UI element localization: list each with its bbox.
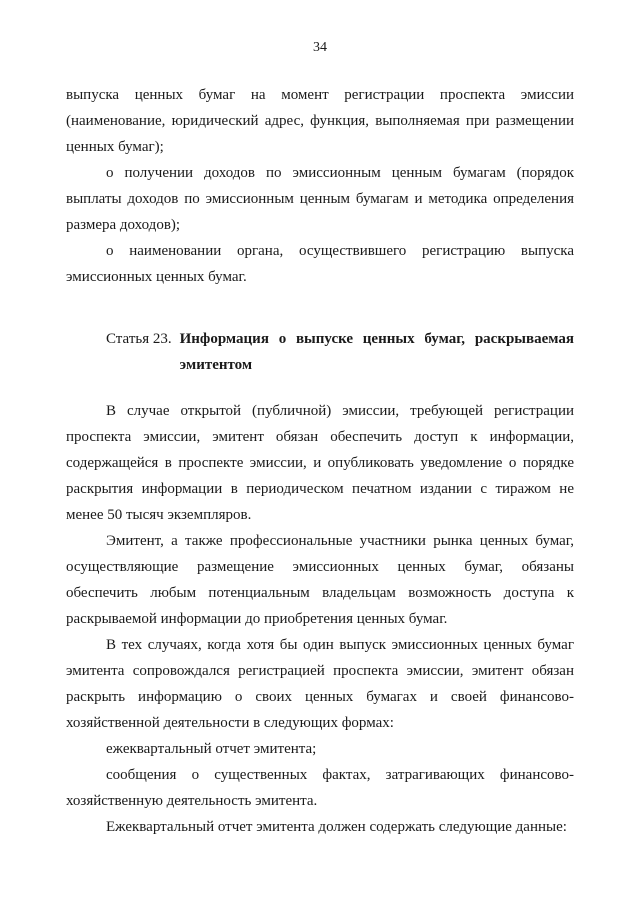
article-number: Статья 23. xyxy=(106,331,172,347)
paragraph-registration-body: о наименовании органа, осуществившего регистрацию выпуска эмиссионных ценных бумаг. xyxy=(66,243,574,285)
list-item-quarterly-report: ежеквартальный отчет эмитента; xyxy=(106,741,317,757)
article-heading xyxy=(66,326,574,378)
page-number: 34 xyxy=(313,40,327,55)
paragraph-public-emission: В случае открытой (публичной) эмиссии, требующей регистрации проспекта эмиссии, эмитент обязан обеспечить доступ к информации, содержащейся в проспекте эмиссии, и опубликовать уведомление о порядке раскрытия информации в периодическом печатном издании с тиражом не менее 50 тысяч экземпляров. xyxy=(66,403,574,523)
paragraph-disclosure-forms: В тех случаях, когда хотя бы один выпуск эмиссионных ценных бумаг эмитента сопровождался регистрацией проспекта эмиссии, эмитент обязан раскрыть информацию о своих ценных бумагах и своей финансово-хозяйственной деятельности в следующих формах: xyxy=(66,637,574,731)
paragraph-issuer-obligations: Эмитент, а также профессиональные участники рынка ценных бумаг, осуществляющие размещение эмиссионных ценных бумаг, обязаны обеспечить любым потенциальным владельцам возможность доступа к раскрываемой информации до приобретения ценных бумаг. xyxy=(66,533,574,627)
page-content xyxy=(66,82,574,840)
article-title: Информация о выпуске ценных бумаг, раскрываемая эмитентом xyxy=(179,331,574,373)
paragraph-quarterly-report-contents: Ежеквартальный отчет эмитента должен содержать следующие данные: xyxy=(106,819,567,835)
paragraph-income-info: о получении доходов по эмиссионным ценным бумагам (порядок выплаты доходов по эмиссионным ценным бумагам и методика определения размера доходов); xyxy=(66,165,574,233)
paragraph-continuation: выпуска ценных бумаг на момент регистрации проспекта эмиссии (наименование, юридический адрес, функция, выполняемая при размещении ценных бумаг); xyxy=(66,87,574,155)
list-item-material-facts: сообщения о существенных фактах, затрагивающих финансово-хозяйственную деятельность эмитента. xyxy=(66,767,574,809)
